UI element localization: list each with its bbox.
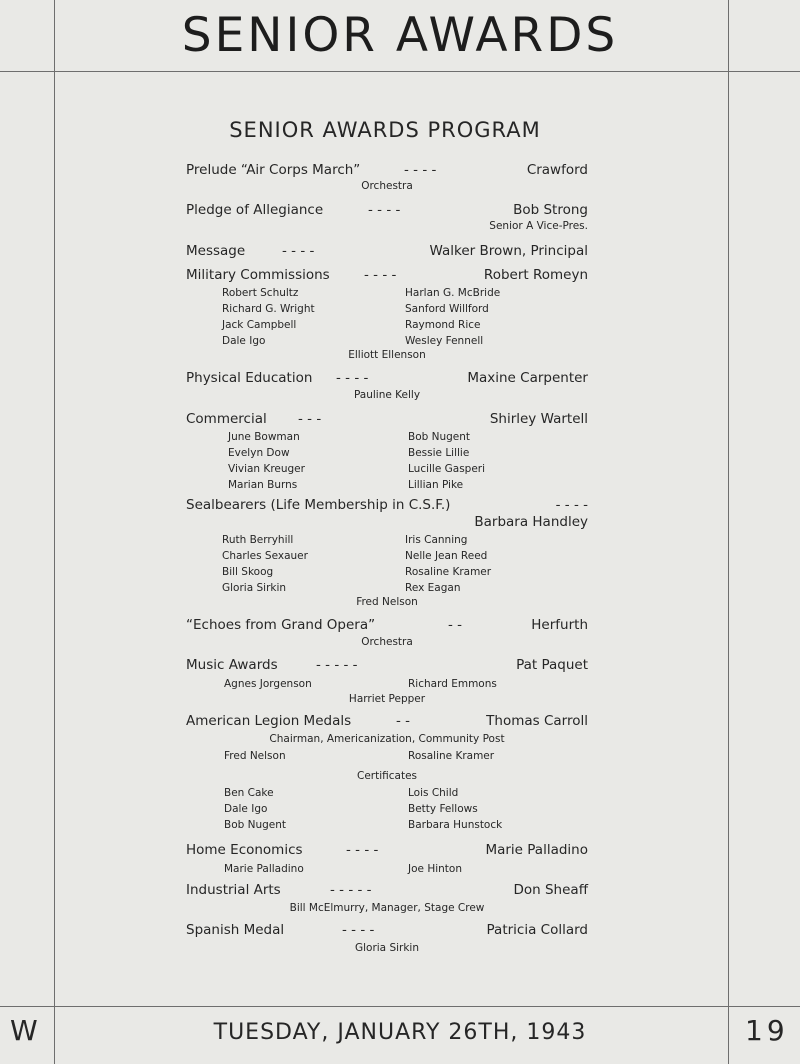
recipient: Bob Nugent xyxy=(224,819,287,831)
item-note: Bill McElmurry, Manager, Stage Crew xyxy=(289,902,485,914)
recipient: Agnes Jorgenson xyxy=(224,678,312,690)
item-label: Industrial Arts xyxy=(186,882,281,898)
item-label: “Echoes from Grand Opera” xyxy=(186,617,376,633)
recipient: Lucille Gasperi xyxy=(408,463,486,475)
recipient-list-right xyxy=(408,676,598,692)
item-note: Senior A Vice-Pres. xyxy=(489,220,588,232)
recipient: Betty Fellows xyxy=(408,803,478,815)
item-name: Shirley Wartell xyxy=(489,411,588,427)
item-name: Don Sheaff xyxy=(513,882,588,898)
recipient: Lois Child xyxy=(408,787,459,799)
recipient-list-right xyxy=(405,285,595,349)
item-note: Pauline Kelly xyxy=(353,389,421,401)
recipient: Richard Emmons xyxy=(408,678,497,690)
item-note: Chairman, Americanization, Community Post xyxy=(269,733,505,745)
recipient-list-left xyxy=(224,748,394,764)
item-dashes: - - xyxy=(448,617,463,633)
recipient: June Bowman xyxy=(228,431,300,443)
right-margin-rule xyxy=(728,0,729,1064)
item-name: Bob Strong xyxy=(513,202,588,218)
item-name: Patricia Collard xyxy=(486,922,588,938)
recipient-list-right xyxy=(408,861,598,877)
item-label: Sealbearers (Life Membership in C.S.F.) xyxy=(186,497,451,513)
item-label: Physical Education xyxy=(186,370,313,386)
recipient-list-left xyxy=(224,861,394,877)
item-dashes: - - - - xyxy=(342,922,375,938)
recipient-list-right xyxy=(405,532,595,596)
recipient: Barbara Hunstock xyxy=(408,819,503,831)
recipient: Robert Schultz xyxy=(222,287,299,299)
item-dashes: - - - - - xyxy=(316,657,358,673)
item-dashes: - - - - xyxy=(336,370,369,386)
recipient-list-right xyxy=(408,429,598,493)
item-label: Prelude “Air Corps March” xyxy=(186,162,361,178)
recipient-list-left xyxy=(224,676,394,692)
recipient: Rex Eagan xyxy=(405,582,461,594)
recipient: Rosaline Kramer xyxy=(405,566,492,578)
recipient: Fred Nelson xyxy=(224,750,286,762)
recipient: Jack Campbell xyxy=(222,319,297,331)
item-label: Pledge of Allegiance xyxy=(186,202,324,218)
recipient: Evelyn Dow xyxy=(228,447,290,459)
footer-date: TUESDAY, JANUARY 26TH, 1943 xyxy=(213,1020,587,1045)
item-name: Pat Paquet xyxy=(516,657,588,673)
certificates-heading: Certificates xyxy=(356,770,417,782)
recipient: Raymond Rice xyxy=(405,319,481,331)
item-label: Commercial xyxy=(186,411,267,427)
item-name: Robert Romeyn xyxy=(483,267,588,283)
program-title: SENIOR AWARDS PROGRAM xyxy=(229,118,541,142)
recipient: Ruth Berryhill xyxy=(222,534,294,546)
recipient: Fred Nelson xyxy=(356,596,418,608)
item-label: American Legion Medals xyxy=(186,713,352,729)
recipient: Richard G. Wright xyxy=(222,303,315,315)
item-dashes: - - - - xyxy=(555,497,588,513)
recipient-list-left xyxy=(224,785,394,833)
item-dashes: - - - - - xyxy=(330,882,372,898)
item-note: Orchestra xyxy=(361,636,413,648)
recipient: Rosaline Kramer xyxy=(408,750,495,762)
recipient: Harriet Pepper xyxy=(348,693,426,705)
item-name: Barbara Handley xyxy=(474,514,588,530)
item-name: Walker Brown, Principal xyxy=(429,243,588,259)
recipient: Wesley Fennell xyxy=(405,335,484,347)
item-note: Orchestra xyxy=(361,180,413,192)
recipient: Joe Hinton xyxy=(408,863,462,875)
recipient: Harlan G. McBride xyxy=(405,287,501,299)
item-label: Military Commissions xyxy=(186,267,330,283)
recipient: Vivian Kreuger xyxy=(228,463,305,475)
recipient: Bob Nugent xyxy=(408,431,471,443)
page-number: 19 xyxy=(745,1014,789,1047)
recipient-list-right xyxy=(408,785,598,833)
item-dashes: - - - - xyxy=(368,202,401,218)
recipient-list-left xyxy=(222,532,392,596)
page-banner: SENIOR AWARDS xyxy=(181,8,619,63)
item-name: Maxine Carpenter xyxy=(467,370,588,386)
header-rule xyxy=(0,71,800,72)
recipient-list-left xyxy=(228,429,398,493)
recipient: Dale Igo xyxy=(224,803,268,815)
recipient-list-right xyxy=(408,748,598,764)
item-dashes: - - - - xyxy=(346,842,379,858)
recipient: Marian Burns xyxy=(228,479,298,491)
recipient: Elliott Ellenson xyxy=(348,349,426,361)
recipient: Dale Igo xyxy=(222,335,266,347)
item-label: Spanish Medal xyxy=(186,922,285,938)
footer-letter: W xyxy=(10,1014,38,1047)
recipient: Ben Cake xyxy=(224,787,274,799)
recipient: Nelle Jean Reed xyxy=(405,550,488,562)
item-dashes: - - xyxy=(396,713,411,729)
recipient: Marie Palladino xyxy=(224,863,304,875)
recipient: Gloria Sirkin xyxy=(222,582,287,594)
item-label: Music Awards xyxy=(186,657,278,673)
item-dashes: - - - - xyxy=(404,162,437,178)
item-note: Gloria Sirkin xyxy=(354,942,420,954)
item-dashes: - - - - xyxy=(364,267,397,283)
item-dashes: - - - - xyxy=(282,243,315,259)
item-name: Herfurth xyxy=(531,617,588,633)
left-margin-rule xyxy=(54,0,55,1064)
recipient: Iris Canning xyxy=(405,534,468,546)
recipient: Bessie Lillie xyxy=(408,447,470,459)
item-label: Home Economics xyxy=(186,842,303,858)
footer-rule xyxy=(0,1006,800,1007)
item-name: Crawford xyxy=(526,162,588,178)
recipient: Bill Skoog xyxy=(222,566,274,578)
item-label: Message xyxy=(186,243,246,259)
item-dashes: - - - xyxy=(298,411,322,427)
recipient: Sanford Willford xyxy=(405,303,489,315)
recipient: Charles Sexauer xyxy=(222,550,308,562)
recipient: Lillian Pike xyxy=(408,479,464,491)
item-name: Thomas Carroll xyxy=(486,713,588,729)
recipient-list-left xyxy=(222,285,392,349)
item-name: Marie Palladino xyxy=(485,842,588,858)
